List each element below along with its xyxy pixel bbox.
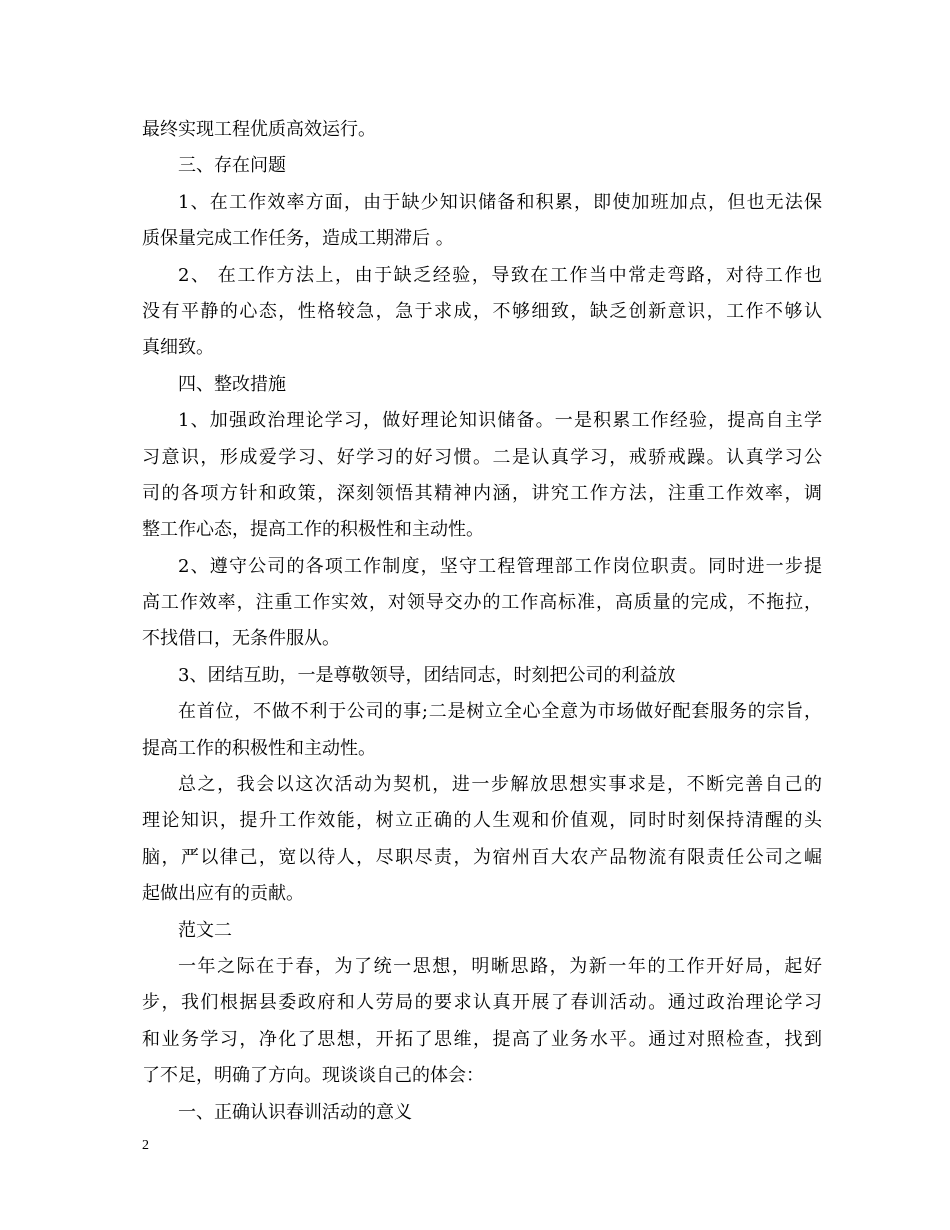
text-line: 2、遵守公司的各项工作制度，坚守工程管理部工作岗位职责。同时进一步提 bbox=[178, 555, 822, 577]
text-line: 整工作心态，提高工作的积极性和主动性。 bbox=[142, 519, 484, 541]
text-line: 1、在工作效率方面，由于缺少知识储备和积累，即使加班加点，但也无法保 bbox=[178, 191, 822, 213]
page-number: 2 bbox=[142, 1138, 149, 1153]
text-line: 3、团结互助，一是尊敬领导，团结同志，时刻把公司的利益放 bbox=[178, 664, 676, 686]
text-line: 总之，我会以这次活动为契机，进一步解放思想实事求是，不断完善自己的 bbox=[178, 774, 822, 796]
section-heading: 四、整改措施 bbox=[178, 373, 286, 395]
text-line: 习意识，形成爱学习、好学习的好习惯。二是认真学习，戒骄戒躁。认真学习公 bbox=[142, 446, 822, 468]
text-line: 不找借口，无条件服从。 bbox=[142, 628, 340, 650]
section-heading: 范文二 bbox=[178, 919, 232, 941]
text-line: 提高工作的积极性和主动性。 bbox=[142, 737, 376, 759]
text-line: 质保量完成工作任务，造成工期滞后 。 bbox=[142, 228, 454, 250]
text-line: 和业务学习，净化了思想，开拓了思维，提高了业务水平。通过对照检查，找到 bbox=[142, 1028, 822, 1050]
text-line: 司的各项方针和政策，深刻领悟其精神内涵，讲究工作方法，注重工作效率，调 bbox=[142, 482, 822, 504]
text-line: 起做出应有的贡献。 bbox=[142, 883, 304, 905]
text-line: 高工作效率，注重工作实效，对领导交办的工作高标准，高质量的完成，不拖拉， bbox=[142, 592, 822, 614]
section-heading: 一、正确认识春训活动的意义 bbox=[178, 1101, 412, 1123]
text-line: 了不足，明确了方向。现谈谈自己的体会： bbox=[142, 1065, 484, 1087]
text-line: 理论知识，提升工作效能，树立正确的人生观和价值观，同时时刻保持清醒的头 bbox=[142, 810, 822, 832]
text-line: 步，我们根据县委政府和人劳局的要求认真开展了春训活动。通过政治理论学习 bbox=[142, 992, 822, 1014]
text-line: 没有平静的心态，性格较急，急于求成，不够细致，缺乏创新意识，工作不够认 bbox=[142, 300, 822, 322]
text-line: 真细致。 bbox=[142, 337, 214, 359]
text-line: 最终实现工程优质高效运行。 bbox=[142, 119, 376, 140]
text-line: 在首位，不做不利于公司的事;二是树立全心全意为市场做好配套服务的宗旨， bbox=[178, 701, 822, 723]
text-line: 2、 在工作方法上，由于缺乏经验，导致在工作当中常走弯路，对待工作也 bbox=[178, 264, 822, 286]
text-line: 一年之际在于春，为了统一思想，明晰思路，为新一年的工作开好局，起好 bbox=[178, 955, 822, 977]
text-line: 1、加强政治理论学习，做好理论知识储备。一是积累工作经验，提高自主学 bbox=[178, 410, 822, 432]
section-heading: 三、存在问题 bbox=[178, 155, 286, 177]
text-line: 脑，严以律己，宽以待人，尽职尽责，为宿州百大农产品物流有限责任公司之崛 bbox=[142, 846, 822, 868]
document-body bbox=[142, 112, 822, 1131]
